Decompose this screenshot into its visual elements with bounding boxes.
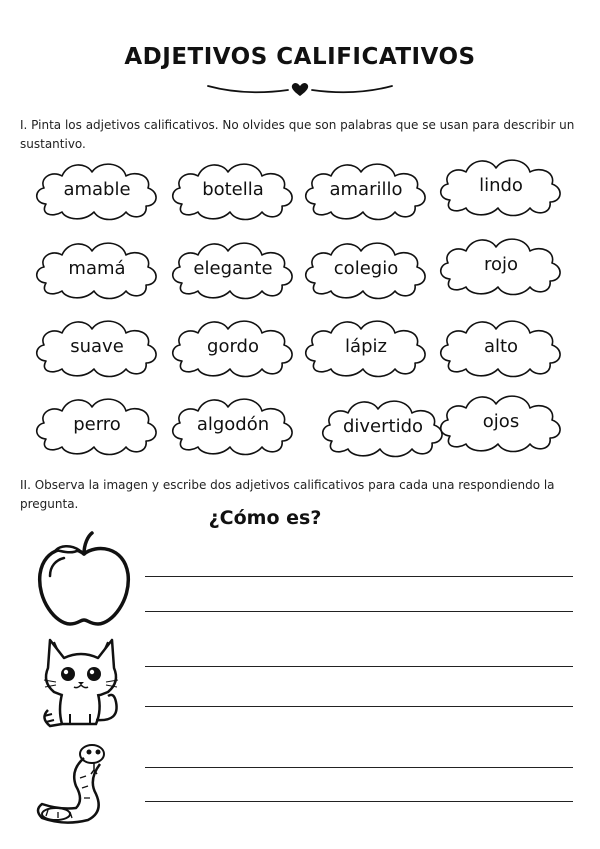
word-cloud[interactable] bbox=[170, 154, 296, 224]
question-heading: ¿Cómo es? bbox=[208, 507, 322, 529]
cloud-word: elegante bbox=[193, 257, 273, 279]
answer-line[interactable] bbox=[145, 801, 573, 802]
snake-icon bbox=[30, 738, 130, 828]
answer-line[interactable] bbox=[145, 666, 573, 667]
word-cloud[interactable] bbox=[320, 391, 446, 461]
cloud-word: lindo bbox=[479, 174, 523, 196]
heart-icon bbox=[200, 76, 400, 102]
kitten-icon bbox=[36, 630, 126, 730]
worksheet-title: ADJETIVOS CALIFICATIVOS bbox=[124, 44, 476, 70]
word-cloud[interactable] bbox=[438, 311, 564, 381]
word-cloud[interactable] bbox=[170, 311, 296, 381]
word-cloud[interactable] bbox=[438, 229, 564, 299]
word-cloud[interactable] bbox=[438, 150, 564, 220]
cloud-word: amable bbox=[63, 178, 131, 200]
word-cloud[interactable] bbox=[170, 389, 296, 459]
answer-line[interactable] bbox=[145, 611, 573, 612]
cloud-word: amarillo bbox=[329, 178, 403, 200]
cloud-word: divertido bbox=[342, 415, 424, 437]
instruction-part-1: I. Pinta los adjetivos calificativos. No olvides que son palabras que se usan para describir un sustantivo. bbox=[20, 118, 575, 151]
word-cloud[interactable] bbox=[303, 233, 429, 303]
word-cloud[interactable] bbox=[34, 233, 160, 303]
cloud-word: mamá bbox=[68, 257, 126, 279]
word-cloud[interactable] bbox=[303, 154, 429, 224]
answer-line[interactable] bbox=[145, 767, 573, 768]
cloud-word: lápiz bbox=[345, 335, 387, 357]
word-cloud[interactable] bbox=[438, 386, 564, 456]
cloud-word: rojo bbox=[483, 253, 519, 275]
apple-icon bbox=[34, 530, 134, 630]
cloud-word: ojos bbox=[482, 410, 520, 432]
cloud-word: perro bbox=[73, 413, 121, 435]
word-cloud[interactable] bbox=[170, 233, 296, 303]
cloud-word: gordo bbox=[207, 335, 259, 357]
cloud-word: botella bbox=[202, 178, 264, 200]
word-cloud[interactable] bbox=[34, 154, 160, 224]
answer-line[interactable] bbox=[145, 576, 573, 577]
cloud-word: alto bbox=[483, 335, 519, 357]
cloud-word: colegio bbox=[333, 257, 399, 279]
word-cloud[interactable] bbox=[34, 311, 160, 381]
word-cloud[interactable] bbox=[303, 311, 429, 381]
word-cloud[interactable] bbox=[34, 389, 160, 459]
instruction-part-2: II. Observa la imagen y escribe dos adjetivos calificativos para cada una respondiendo la pregunta. bbox=[20, 478, 555, 511]
cloud-word: suave bbox=[70, 335, 124, 357]
cloud-word: algodón bbox=[196, 413, 270, 435]
answer-line[interactable] bbox=[145, 706, 573, 707]
